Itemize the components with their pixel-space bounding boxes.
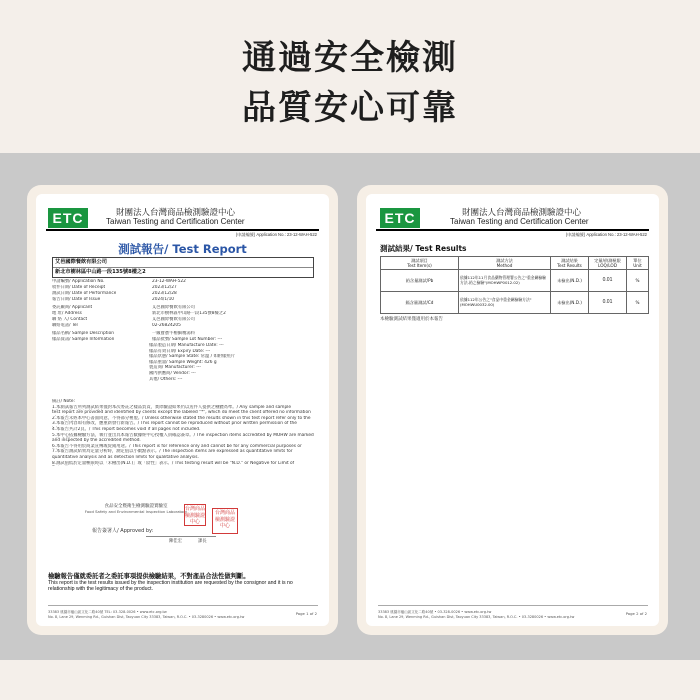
signer-name: 陳佳宏 [169,539,182,544]
table-row [381,292,649,314]
results-title: 測試結果/ Test Results [380,244,467,253]
test-method: 依據112年公告之"食品中重金屬檢驗方法"(MOHWU0032.00) [459,292,551,314]
header-rule [46,229,319,231]
etc-logo: ETC [48,208,88,228]
org-name-zh: 財團法人台灣商品檢測驗證中心 [462,208,582,218]
sample-info-item: 樣品有效日期/ Expiry Date: --- [149,348,211,354]
test-item: 鎘含量測試/Cd [381,292,459,314]
test-result: 未檢出(N.D.) [551,292,589,314]
footer-address-zh: 33383 桃園市龜山區文化二路40號 TEL: 03-328-0026 • www.etc.org.tw [48,610,167,614]
sample-info-item: 樣品重量/ Sample Weight: 426 g [149,359,217,365]
sample-info-item: 國內供應商/ Vendor: --- [149,370,196,376]
test-loq: 0.01 [589,270,627,292]
note-line: 1.本測試報告所列測試結果僅對本次委託之樣品負責，實際驗證結果仍以送件人提供之檢體為準。/ Any sample and sample [52,404,292,410]
sample-info-list [149,343,235,382]
column-header: 測試方法 Method [459,257,551,270]
footer-rule [378,605,648,606]
approved-by-label: 報告簽署人/ Approved by: [92,528,154,534]
notes-list [52,399,314,466]
note-line: 8.測試值低於定量極限時以「未檢出(N.D.)」或「陰性」表示。/ This testing result will be "N.D." or Negative for Limit of [52,460,295,466]
test-method: 依據112年11月食品藥物管理署公告之"重金屬檢驗方法-鉛之檢驗"(MOHWP0012.02) [459,270,551,292]
client-box [52,257,314,278]
report-page-1: ETC 財團法人台灣商品檢測驗證中心 Taiwan Testing and Certification Center (申請編號) Application No.: 23-12-WAH-522 測試報告/ Test Report 艾邑國際餐飲有限公司 新北市樹林區中山路一段135號8樓之2 申請編號/ Application No. 23-12-WAH-522 收件日期/ Date of Receipt 2023/12/27 測試日期/ Date of Performance 2023/12/28 報告日期/ Date of Issue 2024/1/10 委託廠商/ Applicant 艾邑國際餐飲有限公司 地 址/ Address 新北市樹林區中山路一段135號8樓之2 聯 絡 人/ Contact 艾邑國際餐飲有限公司 聯絡電話/ Tel 02-26824205 樣品名稱/ Sample Description 一級寶寶牛樁細精湯料 樣品資訊/ Sample Information 樣品批號/ Sample Lot Number: --- 樣品製造日期/ Manufacture Date: --- 樣品有效日期/ Expiry Date: --- 樣品狀態/ Sample State: 常溫 / 如附樣照片 樣品重量/ Sample Weight: 426 g 製造商/ Manufacturer: --- 國內供應商/ Vendor: --- 其他/ Others: --- 備註/ Note: 1.本測試報告所列測試結果僅對本次委託之樣品負責，實際驗證結果仍以送件人提供之檢體為準。/ Any sample and sample test report are provided and identified by clients except the labeled "*", which do meet the client offered no information 2.本報告未經本中心書面同意，不得部分複製。/ Unless otherwise stated the results shown in this test report refer only to the 3.本報告內容如有修改，應重新發行新報告。/ This report cannot be reproduced without prior written permission of the 4.本報告共計2頁。/ This report becomes void if all pages not included. 5.本中心依據檢驗方法，執行並出具本報告數據經中心授權人員確認簽章。/ The inspection items accredited by MOHW are marked and inspected by the accredited method. 6.本報告不得用於商業宣傳或促銷用途。/ This report is for reference only and cannot be for any commercial purposes or 7.本報告測試結果為定量分析時，測定值以小數點表示。/ The inspection items are expressed as quantitative limits for quantitative analysis and as detection limits for qualitative analysis. 8.測試值低於定量極限時以「未檢出(N.D.)」或「陰性」表示。/ This testing result will be "N.D." or Negative for Limit of 食品安全暨衛生檢測驗證實驗室 Food Safety and Environmental Inspection Laboratory 台灣商品檢測驗證中心 台灣商品檢測驗證中心 報告簽署人/ Approved by: 陳佳宏 課長 檢驗報告僅就委託者之委託事項提供檢驗結果，不對產品合法性做判斷。 This report is the test results issued by the inspection institution are requested by the consignor and it is no relationship with the legitimacy of the product. 33383 桃園市龜山區文化二路40號 TEL: 03-328-0026 • www.etc.org.tw No. 8, Lane 29, Wenming Rd., Guishan Dist, Taoyuan City 33383, Taiwan, R.O.C. • 03-3280026 • www.etc.org.tw Page 1 of 2 [36,194,329,626]
results-header-row [381,257,649,270]
column-header: 測試項目 Test Item(s) [381,257,459,270]
lab-name: 食品安全暨衛生檢測驗證實驗室 [104,504,168,509]
headline-line1: 通過安全檢測 [242,38,458,78]
sample-info-item: 其他/ Others: --- [149,376,183,382]
column-header: 測試結果 Test Results [551,257,589,270]
headline-line2: 品質安心可靠 [242,88,458,128]
application-number: (申請編號) Application No.: 23-12-WAH-522 [235,232,317,237]
lab-seal-stamp: 台灣商品檢測驗證中心 [185,506,206,525]
disclaimer-en: This report is the test results issued by the inspection institution are requested by the consignor and it is no relationship with the legitimacy of the product. [48,580,293,593]
note-line: and inspected by the accredited method. [52,438,141,444]
page-number: Page 1 of 2 [295,611,317,616]
application-number: (申請編號) Application No.: 23-12-WAH-522 [565,232,647,237]
signature-line [146,536,216,537]
footer-address-zh: 33383 桃園市龜山區文化二路40號 • 03-328-0026 • www.etc.org.tw [378,610,492,614]
page-number: Page 2 of 2 [625,611,647,616]
test-unit: % [627,270,649,292]
footer-address-en: No. 8, Lane 29, Wenming Rd., Guishan Dist, Taoyuan City 33383, Taiwan, R.O.C. • 03-3280026 • www.etc.org.tw [378,615,575,619]
results-table [380,256,649,314]
test-item: 鉛含量測試/Pb [381,270,459,292]
note-line: test report are provided and identified by clients except the labeled "*", which do meet the client offered no information [52,410,311,416]
test-unit: % [627,292,649,314]
footer-band [0,660,700,700]
company-seal-stamp: 台灣商品檢測驗證中心 [212,508,238,534]
report-page-2-card [357,185,668,635]
org-name-en: Taiwan Testing and Certification Center [106,217,245,226]
column-header: 定量/偵測極限 LOQ/LOD [589,257,627,270]
note-line: 2.本報告未經本中心書面同意，不得部分複製。/ Unless otherwise stated the results shown in this test report refer only to the [52,415,311,421]
results-end-note: 本檢驗測試結果僅適用於本報告 [380,317,443,322]
client-name: 艾邑國際餐飲有限公司 [55,259,107,265]
note-line: 7.本報告測試結果為定量分析時，測定值以小數點表示。/ The inspection items are expressed as quantitative limits for [52,449,293,455]
org-name-en: Taiwan Testing and Certification Center [450,217,589,226]
header-rule [376,229,649,231]
note-line: 6.本報告不得用於商業宣傳或促銷用途。/ This report is for reference only and cannot be for any commercial purposes or [52,443,302,449]
signer-title: 課長 [198,539,207,544]
table-row [381,270,649,292]
note-line: 備註/ Note: [52,399,76,404]
note-line: 4.本報告共計2頁。/ This report becomes void if all pages not included. [52,426,201,432]
report-title: 測試報告/ Test Report [118,242,247,256]
report-page-2 [366,194,659,626]
footer-address-en: No. 8, Lane 29, Wenming Rd., Guishan Dist, Taoyuan City 33383, Taiwan, R.O.C. • 03-3280026 • www.etc.org.tw [48,615,245,619]
sample-info-item: 樣品狀態/ Sample State: 常溫 / 如附樣照片 [149,354,235,360]
sample-info-item: 樣品製造日期/ Manufacture Date: --- [149,343,224,348]
disclaimer-zh: 檢驗報告僅就委託者之委託事項提供檢驗結果，不對產品合法性做判斷。 [48,573,250,580]
note-line: 5.本中心依據檢驗方法，執行並出具本報告數據經中心授權人員確認簽章。/ The inspection items accredited by MOHW are marked [52,432,314,438]
footer-rule [48,605,318,606]
test-result: 未檢出(N.D.) [551,270,589,292]
etc-logo: ETC [380,208,420,228]
org-name-zh: 財團法人台灣商品檢測驗證中心 [116,208,236,218]
note-line: quantitative analysis and as detection limits for qualitative analysis. [52,454,199,460]
lab-name-en: Food Safety and Environmental Inspection Laboratory [84,509,188,514]
client-address: 新北市樹林區中山路一段135號8樓之2 [53,267,313,277]
sample-info-item: 製造商/ Manufacturer: --- [149,365,201,371]
note-line: 3.本報告內容如有修改，應重新發行新報告。/ This report cannot be reproduced without prior written permission of the [52,421,297,427]
column-header: 單位 Unit [627,257,649,270]
test-loq: 0.01 [589,292,627,314]
report-page-1-card [27,185,338,635]
